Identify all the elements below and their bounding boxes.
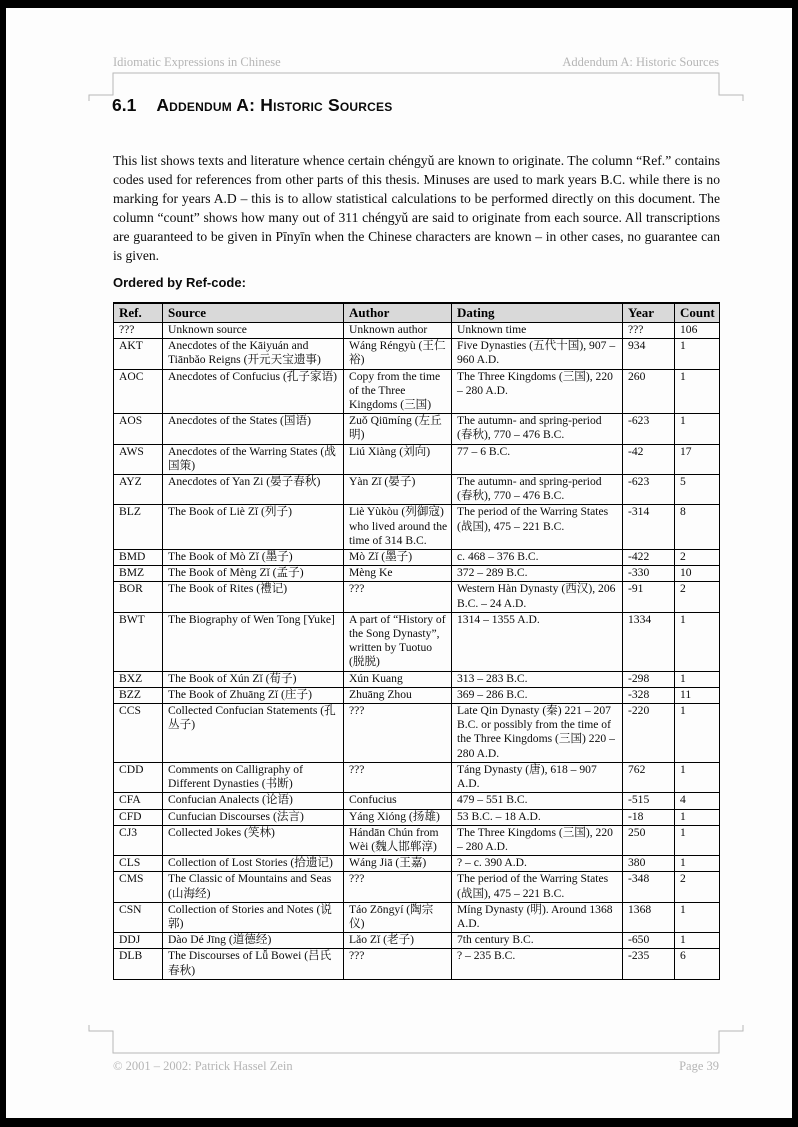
running-header bbox=[113, 55, 719, 69]
cell-year: -422 bbox=[623, 550, 675, 566]
cell-count: 1 bbox=[675, 902, 720, 932]
table-row- bbox=[114, 323, 720, 339]
cell-dating: 313 – 283 B.C. bbox=[452, 671, 623, 687]
cell-source: Anecdotes of the Kāiyuán and Tiānbǎo Reigns (开元天宝遗事) bbox=[163, 339, 344, 369]
cell-ref: DLB bbox=[114, 949, 163, 979]
cell-author: Zhuāng Zhou bbox=[344, 687, 452, 703]
running-header-right: Addendum A: Historic Sources bbox=[562, 55, 719, 69]
cell-dating: The autumn- and spring-period (春秋), 770 – 476 B.C. bbox=[452, 475, 623, 505]
cell-dating: Míng Dynasty (明). Around 1368 A.D. bbox=[452, 902, 623, 932]
table-row-dlb bbox=[114, 949, 720, 979]
table-row-ayz bbox=[114, 475, 720, 505]
cell-source: The Book of Liè Zǐ (列子) bbox=[163, 505, 344, 550]
cell-author: A part of “History of the Song Dynasty”, written by Tuotuo (脱脱) bbox=[344, 612, 452, 671]
cell-ref: CCS bbox=[114, 704, 163, 763]
cell-source: The Book of Rites (禮记) bbox=[163, 582, 344, 612]
cell-year: -298 bbox=[623, 671, 675, 687]
cell-count: 106 bbox=[675, 323, 720, 339]
column-header-dating: Dating bbox=[452, 303, 623, 323]
cell-ref: CJ3 bbox=[114, 825, 163, 855]
cell-count: 1 bbox=[675, 856, 720, 872]
cell-count: 1 bbox=[675, 414, 720, 444]
cell-source: The Book of Xún Zǐ (荀子) bbox=[163, 671, 344, 687]
cell-source: Cunfucian Discourses (法言) bbox=[163, 809, 344, 825]
cell-ref: AOS bbox=[114, 414, 163, 444]
cell-source: Collection of Lost Stories (拾遗记) bbox=[163, 856, 344, 872]
table-row-cfa bbox=[114, 793, 720, 809]
cell-dating: 77 – 6 B.C. bbox=[452, 444, 623, 474]
table-row-cj3 bbox=[114, 825, 720, 855]
cell-author: Hándān Chún from Wèi (魏人邯郸淳) bbox=[344, 825, 452, 855]
cell-year: 762 bbox=[623, 762, 675, 792]
cell-year: 934 bbox=[623, 339, 675, 369]
cell-year: -91 bbox=[623, 582, 675, 612]
cell-year: -18 bbox=[623, 809, 675, 825]
running-footer-copyright: © 2001 – 2002: Patrick Hassel Zein bbox=[113, 1059, 293, 1073]
cell-count: 2 bbox=[675, 550, 720, 566]
cell-year: 1368 bbox=[623, 902, 675, 932]
cell-count: 6 bbox=[675, 949, 720, 979]
table-row-bxz bbox=[114, 671, 720, 687]
cell-ref: DDJ bbox=[114, 933, 163, 949]
cell-source: Unknown source bbox=[163, 323, 344, 339]
cell-author: Mò Zǐ (墨子) bbox=[344, 550, 452, 566]
table-row-bor bbox=[114, 582, 720, 612]
cell-ref: AOC bbox=[114, 369, 163, 414]
cell-dating: 1314 – 1355 A.D. bbox=[452, 612, 623, 671]
cell-dating: Western Hàn Dynasty (西汉), 206 B.C. – 24 A.D. bbox=[452, 582, 623, 612]
cell-ref: ??? bbox=[114, 323, 163, 339]
column-header-count: Count bbox=[675, 303, 720, 323]
cell-count: 1 bbox=[675, 762, 720, 792]
cell-count: 1 bbox=[675, 612, 720, 671]
cell-author: Táo Zōngyí (陶宗仪) bbox=[344, 902, 452, 932]
table-row-cms bbox=[114, 872, 720, 902]
cell-source: Confucian Analects (论语) bbox=[163, 793, 344, 809]
cell-year: -314 bbox=[623, 505, 675, 550]
table-header-row bbox=[114, 303, 720, 323]
cell-ref: BWT bbox=[114, 612, 163, 671]
cell-year: -650 bbox=[623, 933, 675, 949]
column-header-source: Source bbox=[163, 303, 344, 323]
cell-count: 1 bbox=[675, 933, 720, 949]
cell-ref: BZZ bbox=[114, 687, 163, 703]
table-row-bwt bbox=[114, 612, 720, 671]
cell-year: 260 bbox=[623, 369, 675, 414]
cell-author: Copy from the time of the Three Kingdoms (三国) bbox=[344, 369, 452, 414]
table-row-blz bbox=[114, 505, 720, 550]
table-row-ddj bbox=[114, 933, 720, 949]
cell-dating: 369 – 286 B.C. bbox=[452, 687, 623, 703]
sources-table-body bbox=[114, 323, 720, 980]
cell-dating: 7th century B.C. bbox=[452, 933, 623, 949]
cell-year: 250 bbox=[623, 825, 675, 855]
table-row-csn bbox=[114, 902, 720, 932]
cell-year: -515 bbox=[623, 793, 675, 809]
column-header-ref: Ref. bbox=[114, 303, 163, 323]
cell-count: 1 bbox=[675, 339, 720, 369]
table-row-aws bbox=[114, 444, 720, 474]
cell-dating: The period of the Warring States (战国), 475 – 221 B.C. bbox=[452, 872, 623, 902]
cell-dating: ? – 235 B.C. bbox=[452, 949, 623, 979]
cell-count: 8 bbox=[675, 505, 720, 550]
cell-ref: CLS bbox=[114, 856, 163, 872]
cell-dating: ? – c. 390 A.D. bbox=[452, 856, 623, 872]
cell-count: 1 bbox=[675, 369, 720, 414]
table-row-bmd bbox=[114, 550, 720, 566]
cell-author: Yàn Zǐ (晏子) bbox=[344, 475, 452, 505]
cell-ref: BOR bbox=[114, 582, 163, 612]
cell-author: ??? bbox=[344, 762, 452, 792]
cell-source: The Biography of Wen Tong [Yuke] bbox=[163, 612, 344, 671]
cell-ref: BMD bbox=[114, 550, 163, 566]
cell-author: Confucius bbox=[344, 793, 452, 809]
cell-year: -623 bbox=[623, 475, 675, 505]
cell-author: Xún Kuang bbox=[344, 671, 452, 687]
running-header-left: Idiomatic Expressions in Chinese bbox=[113, 55, 281, 69]
cell-count: 1 bbox=[675, 825, 720, 855]
cell-year: 380 bbox=[623, 856, 675, 872]
table-row-bmz bbox=[114, 566, 720, 582]
cell-year: -348 bbox=[623, 872, 675, 902]
table-row-akt bbox=[114, 339, 720, 369]
cell-ref: BLZ bbox=[114, 505, 163, 550]
cell-author: Lǎo Zǐ (老子) bbox=[344, 933, 452, 949]
cell-count: 5 bbox=[675, 475, 720, 505]
table-row-aos bbox=[114, 414, 720, 444]
cell-year: -42 bbox=[623, 444, 675, 474]
cell-dating: The period of the Warring States (战国), 475 – 221 B.C. bbox=[452, 505, 623, 550]
cell-author: ??? bbox=[344, 582, 452, 612]
cell-dating: 479 – 551 B.C. bbox=[452, 793, 623, 809]
cell-dating: The Three Kingdoms (三国), 220 – 280 A.D. bbox=[452, 825, 623, 855]
cell-dating: Táng Dynasty (唐), 618 – 907 A.D. bbox=[452, 762, 623, 792]
cell-year: -623 bbox=[623, 414, 675, 444]
cell-ref: BMZ bbox=[114, 566, 163, 582]
cell-source: Dào Dé Jīng (道德经) bbox=[163, 933, 344, 949]
cell-year: 1334 bbox=[623, 612, 675, 671]
cell-year: -328 bbox=[623, 687, 675, 703]
cell-year: ??? bbox=[623, 323, 675, 339]
cell-ref: CFD bbox=[114, 809, 163, 825]
table-caption: Ordered by Ref-code: bbox=[113, 275, 246, 290]
cell-dating: The autumn- and spring-period (春秋), 770 – 476 B.C. bbox=[452, 414, 623, 444]
section-title: Addendum A: Historic Sources bbox=[156, 95, 393, 115]
cell-ref: CDD bbox=[114, 762, 163, 792]
cell-ref: CSN bbox=[114, 902, 163, 932]
cell-source: The Book of Mò Zǐ (墨子) bbox=[163, 550, 344, 566]
cell-author: Zuǒ Qiūmíng (左丘明) bbox=[344, 414, 452, 444]
cell-author: Wáng Jiā (王嘉) bbox=[344, 856, 452, 872]
cell-source: The Book of Zhuāng Zǐ (庄子) bbox=[163, 687, 344, 703]
cell-ref: AYZ bbox=[114, 475, 163, 505]
cell-author: Unknown author bbox=[344, 323, 452, 339]
table-row-cls bbox=[114, 856, 720, 872]
cell-author: Mèng Ke bbox=[344, 566, 452, 582]
cell-count: 4 bbox=[675, 793, 720, 809]
cell-dating: Unknown time bbox=[452, 323, 623, 339]
cell-ref: AKT bbox=[114, 339, 163, 369]
cell-source: Anecdotes of the States (国语) bbox=[163, 414, 344, 444]
table-row-cdd bbox=[114, 762, 720, 792]
sources-table bbox=[113, 302, 720, 980]
bottom-margin-rule bbox=[89, 1025, 743, 1053]
cell-author: ??? bbox=[344, 872, 452, 902]
table-row-aoc bbox=[114, 369, 720, 414]
cell-count: 1 bbox=[675, 809, 720, 825]
section-number: 6.1 bbox=[112, 95, 137, 115]
cell-source: Anecdotes of Yan Zi (晏子春秋) bbox=[163, 475, 344, 505]
cell-dating: Late Qin Dynasty (秦) 221 – 207 B.C. or possibly from the time of the Three Kingdoms (三国) 220 – 280 A.D. bbox=[452, 704, 623, 763]
running-footer-page-number: Page 39 bbox=[679, 1059, 719, 1073]
cell-year: -220 bbox=[623, 704, 675, 763]
cell-source: Collected Confucian Statements (孔丛子) bbox=[163, 704, 344, 763]
cell-count: 10 bbox=[675, 566, 720, 582]
cell-count: 11 bbox=[675, 687, 720, 703]
cell-ref: CMS bbox=[114, 872, 163, 902]
cell-source: Collection of Stories and Notes (说郭) bbox=[163, 902, 344, 932]
cell-author: ??? bbox=[344, 704, 452, 763]
cell-source: The Book of Mèng Zǐ (孟子) bbox=[163, 566, 344, 582]
cell-source: Anecdotes of Confucius (孔子家语) bbox=[163, 369, 344, 414]
cell-source: The Discourses of Lǚ Bowei (吕氏春秋) bbox=[163, 949, 344, 979]
cell-author: Yáng Xióng (扬雄) bbox=[344, 809, 452, 825]
intro-paragraph: This list shows texts and literature whence certain chéngyǔ are known to originate. The column “Ref.” contains codes used for references from other parts of this thesis. Minuses are used to mark years B.C. while there is no marking for years A.D – this is to allow statistical calculations to be performed directly on this document. The column “count” shows how many out of 311 chéngyǔ are said to originate from each source. All transcriptions are guaranteed to be given in Pīnyīn when the Chinese characters are known – in other cases, no guarantee can is given. bbox=[113, 152, 720, 264]
section-heading bbox=[112, 95, 392, 116]
cell-count: 2 bbox=[675, 872, 720, 902]
cell-dating: 372 – 289 B.C. bbox=[452, 566, 623, 582]
cell-dating: c. 468 – 376 B.C. bbox=[452, 550, 623, 566]
cell-source: The Classic of Mountains and Seas (山海经) bbox=[163, 872, 344, 902]
running-footer bbox=[113, 1059, 719, 1073]
cell-count: 1 bbox=[675, 671, 720, 687]
table-row-ccs bbox=[114, 704, 720, 763]
cell-source: Anecdotes of the Warring States (战国策) bbox=[163, 444, 344, 474]
cell-year: -330 bbox=[623, 566, 675, 582]
cell-source: Comments on Calligraphy of Different Dynasties (书断) bbox=[163, 762, 344, 792]
cell-ref: CFA bbox=[114, 793, 163, 809]
cell-author: Liè Yùkòu (列御寇) who lived around the time of 314 B.C. bbox=[344, 505, 452, 550]
cell-count: 1 bbox=[675, 704, 720, 763]
cell-author: Liú Xiàng (刘向) bbox=[344, 444, 452, 474]
cell-dating: Five Dynasties (五代十国), 907 – 960 A.D. bbox=[452, 339, 623, 369]
document-page bbox=[6, 8, 792, 1118]
cell-source: Collected Jokes (笑林) bbox=[163, 825, 344, 855]
cell-author: ??? bbox=[344, 949, 452, 979]
cell-year: -235 bbox=[623, 949, 675, 979]
cell-author: Wáng Réngyù (王仁裕) bbox=[344, 339, 452, 369]
cell-ref: AWS bbox=[114, 444, 163, 474]
cell-dating: 53 B.C. – 18 A.D. bbox=[452, 809, 623, 825]
column-header-author: Author bbox=[344, 303, 452, 323]
cell-count: 17 bbox=[675, 444, 720, 474]
column-header-year: Year bbox=[623, 303, 675, 323]
cell-dating: The Three Kingdoms (三国), 220 – 280 A.D. bbox=[452, 369, 623, 414]
cell-ref: BXZ bbox=[114, 671, 163, 687]
cell-count: 2 bbox=[675, 582, 720, 612]
table-row-bzz bbox=[114, 687, 720, 703]
table-row-cfd bbox=[114, 809, 720, 825]
